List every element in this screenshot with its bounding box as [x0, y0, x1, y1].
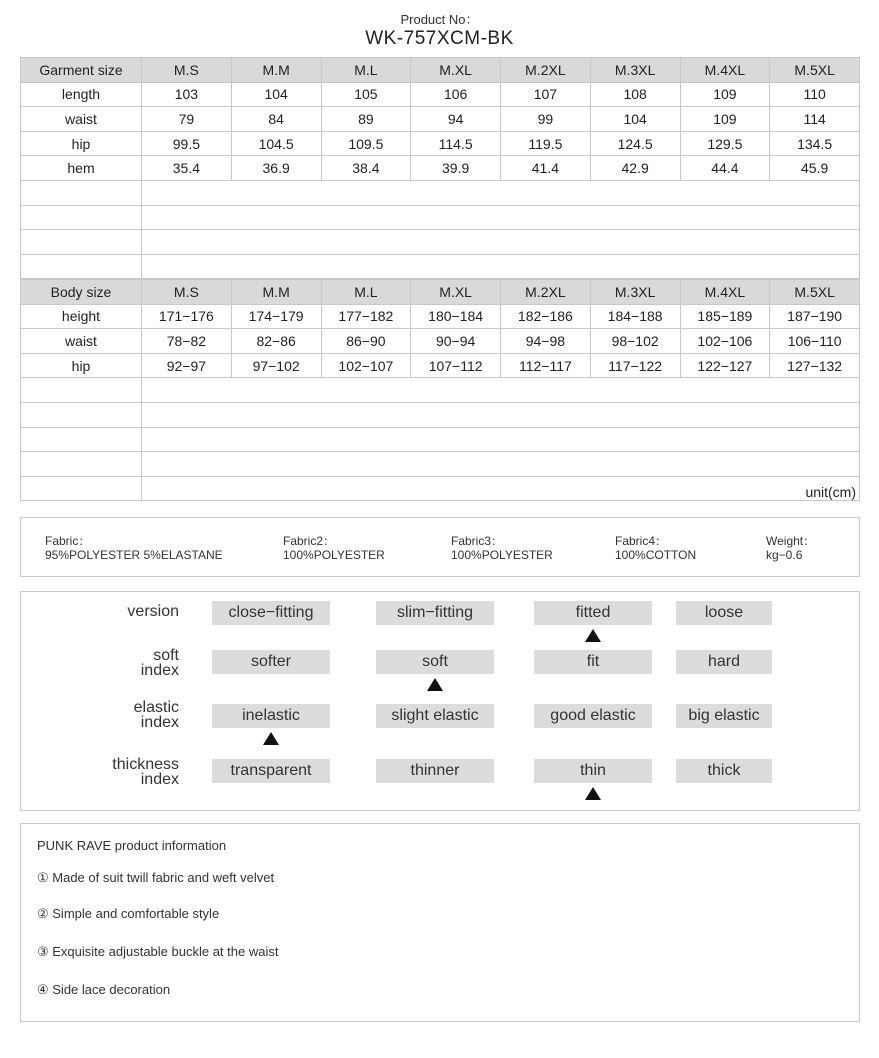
size-header-cell: M.M	[231, 280, 321, 305]
garment-size-table	[20, 57, 860, 279]
index-option: good elastic	[534, 704, 652, 728]
measure-value-cell: 99.5	[142, 131, 232, 156]
empty-cell	[142, 452, 860, 477]
measure-value-cell: 36.9	[231, 156, 321, 181]
measure-value-cell: 106−110	[770, 329, 860, 354]
table-header-row	[21, 58, 860, 83]
empty-cell	[21, 205, 142, 230]
measure-value-cell: 82−86	[231, 329, 321, 354]
fabric-item	[45, 534, 223, 562]
size-header-cell: M.M	[231, 58, 321, 83]
fabric-item	[766, 534, 815, 562]
measure-label-cell: length	[21, 82, 142, 107]
measure-value-cell: 108	[590, 82, 680, 107]
empty-cell	[142, 378, 860, 403]
measure-value-cell: 127−132	[770, 353, 860, 378]
fabric-value: 100%POLYESTER	[451, 548, 553, 562]
empty-cell	[21, 230, 142, 255]
index-option: slim−fitting	[376, 601, 494, 625]
selected-marker-icon	[427, 678, 443, 691]
size-header-cell: M.5XL	[770, 58, 860, 83]
size-header-cell: M.L	[321, 58, 411, 83]
empty-cell	[21, 180, 142, 205]
measure-value-cell: 79	[142, 107, 232, 132]
measure-value-cell: 106	[411, 82, 501, 107]
measure-value-cell: 89	[321, 107, 411, 132]
info-item: ① Made of suit twill fabric and weft velvet	[37, 870, 275, 885]
index-option: hard	[676, 650, 772, 674]
size-header-cell: M.3XL	[590, 280, 680, 305]
measure-value-cell: 122−127	[680, 353, 770, 378]
measure-label-cell: waist	[21, 107, 142, 132]
empty-row	[21, 180, 860, 205]
product-code: WK-757XCM-BK	[365, 28, 514, 49]
measure-value-cell: 102−107	[321, 353, 411, 378]
index-label-line2: index	[140, 771, 179, 788]
index-option: thin	[534, 759, 652, 783]
table-row	[21, 304, 860, 329]
measure-value-cell: 90−94	[411, 329, 501, 354]
measure-value-cell: 109	[680, 107, 770, 132]
measure-value-cell: 107−112	[411, 353, 501, 378]
measure-value-cell: 104	[231, 82, 321, 107]
measure-value-cell: 134.5	[770, 131, 860, 156]
measure-value-cell: 114	[770, 107, 860, 132]
measure-value-cell: 44.4	[680, 156, 770, 181]
measure-value-cell: 177−182	[321, 304, 411, 329]
selected-marker-icon	[585, 629, 601, 642]
size-header-cell: M.3XL	[590, 58, 680, 83]
measure-value-cell: 104	[590, 107, 680, 132]
measure-label-cell: hip	[21, 131, 142, 156]
empty-cell	[21, 254, 142, 279]
measure-label-cell: waist	[21, 329, 142, 354]
measure-value-cell: 187−190	[770, 304, 860, 329]
measure-value-cell: 102−106	[680, 329, 770, 354]
measure-value-cell: 110	[770, 82, 860, 107]
measure-value-cell: 117−122	[590, 353, 680, 378]
fabric-value: 100%COTTON	[615, 548, 697, 562]
index-option: big elastic	[676, 704, 772, 728]
empty-cell	[142, 254, 860, 279]
measure-value-cell: 104.5	[231, 131, 321, 156]
empty-row	[21, 452, 860, 477]
fabric-value: 100%POLYESTER	[283, 548, 385, 562]
index-label	[9, 757, 179, 787]
fabric-label: Fabric：	[45, 534, 91, 548]
index-label	[9, 648, 179, 678]
measure-value-cell: 119.5	[501, 131, 591, 156]
index-label-line2: index	[140, 714, 179, 731]
measure-value-cell: 45.9	[770, 156, 860, 181]
empty-cell	[21, 402, 142, 427]
fabric-label: Fabric2：	[283, 534, 336, 548]
index-option: close−fitting	[212, 601, 330, 625]
empty-cell	[142, 180, 860, 205]
measure-value-cell: 84	[231, 107, 321, 132]
empty-cell	[21, 476, 142, 501]
measure-value-cell: 38.4	[321, 156, 411, 181]
measure-value-cell: 103	[142, 82, 232, 107]
info-item: ④ Side lace decoration	[37, 982, 171, 997]
measure-value-cell: 114.5	[411, 131, 501, 156]
measure-value-cell: 180−184	[411, 304, 501, 329]
fabric-label: Fabric3：	[451, 534, 504, 548]
measure-label-cell: hem	[21, 156, 142, 181]
index-option: fitted	[534, 601, 652, 625]
info-item: ② Simple and comfortable style	[37, 906, 220, 921]
selected-marker-icon	[585, 787, 601, 800]
table-row	[21, 107, 860, 132]
measure-value-cell: 105	[321, 82, 411, 107]
index-label-line2: index	[140, 662, 179, 679]
measure-value-cell: 94	[411, 107, 501, 132]
measure-value-cell: 182−186	[501, 304, 591, 329]
index-option: inelastic	[212, 704, 330, 728]
measure-value-cell: 99	[501, 107, 591, 132]
measure-value-cell: 184−188	[590, 304, 680, 329]
measure-value-cell: 42.9	[590, 156, 680, 181]
size-header-cell: M.XL	[411, 58, 501, 83]
table-row	[21, 353, 860, 378]
empty-cell	[142, 205, 860, 230]
measure-value-cell: 185−189	[680, 304, 770, 329]
index-option: soft	[376, 650, 494, 674]
empty-row	[21, 205, 860, 230]
index-label	[9, 603, 179, 620]
empty-row	[21, 254, 860, 279]
measure-label-cell: height	[21, 304, 142, 329]
measure-value-cell: 92−97	[142, 353, 232, 378]
size-header-cell: M.S	[142, 58, 232, 83]
info-item: ③ Exquisite adjustable buckle at the waist	[37, 944, 279, 959]
empty-cell	[142, 402, 860, 427]
size-header-cell: M.L	[321, 280, 411, 305]
measure-value-cell: 107	[501, 82, 591, 107]
measure-value-cell: 98−102	[590, 329, 680, 354]
size-header-cell: M.4XL	[680, 58, 770, 83]
index-option: softer	[212, 650, 330, 674]
size-header-cell: M.2XL	[501, 280, 591, 305]
measure-value-cell: 41.4	[501, 156, 591, 181]
body-size-table	[20, 279, 860, 501]
index-label-line1: elastic	[133, 699, 179, 716]
measure-value-cell: 112−117	[501, 353, 591, 378]
index-label-line1: thickness	[112, 756, 179, 773]
product-no-label: Product No：	[400, 12, 479, 27]
table-row	[21, 131, 860, 156]
measure-value-cell: 174−179	[231, 304, 321, 329]
measure-value-cell: 171−176	[142, 304, 232, 329]
info-title: PUNK RAVE product information	[37, 838, 227, 853]
product-header	[0, 12, 879, 50]
index-option: thinner	[376, 759, 494, 783]
measure-value-cell: 35.4	[142, 156, 232, 181]
table-row	[21, 82, 860, 107]
index-option: slight elastic	[376, 704, 494, 728]
table-row	[21, 156, 860, 181]
fabric-label: Fabric4：	[615, 534, 668, 548]
empty-row	[21, 476, 860, 501]
empty-cell	[21, 427, 142, 452]
empty-row	[21, 378, 860, 403]
empty-cell	[142, 230, 860, 255]
measure-value-cell: 78−82	[142, 329, 232, 354]
empty-row	[21, 427, 860, 452]
empty-row	[21, 230, 860, 255]
fabric-item	[283, 534, 385, 562]
empty-cell	[21, 378, 142, 403]
index-option: loose	[676, 601, 772, 625]
selected-marker-icon	[263, 732, 279, 745]
fabric-label: Weight：	[766, 534, 816, 548]
table-header-row	[21, 280, 860, 305]
measure-value-cell: 86−90	[321, 329, 411, 354]
measure-value-cell: 109.5	[321, 131, 411, 156]
measure-value-cell: 129.5	[680, 131, 770, 156]
index-panel	[20, 591, 860, 811]
empty-row	[21, 402, 860, 427]
fabric-item	[615, 534, 696, 562]
measure-value-cell: 124.5	[590, 131, 680, 156]
unit-label: unit(cm)	[142, 476, 860, 501]
product-info-panel	[20, 823, 860, 1022]
table-row	[21, 329, 860, 354]
measure-value-cell: 109	[680, 82, 770, 107]
measure-value-cell: 39.9	[411, 156, 501, 181]
measure-value-cell: 94−98	[501, 329, 591, 354]
size-header-cell: M.2XL	[501, 58, 591, 83]
size-header-cell: M.XL	[411, 280, 501, 305]
fabric-value: 95%POLYESTER 5%ELASTANE	[45, 548, 223, 562]
measure-value-cell: 97−102	[231, 353, 321, 378]
fabric-panel	[20, 517, 860, 577]
index-option: thick	[676, 759, 772, 783]
measure-label-cell: hip	[21, 353, 142, 378]
table-title-cell: Body size	[21, 280, 142, 305]
size-header-cell: M.5XL	[770, 280, 860, 305]
size-header-cell: M.S	[142, 280, 232, 305]
index-option: transparent	[212, 759, 330, 783]
table-title-cell: Garment size	[21, 58, 142, 83]
index-label-line1: version	[127, 603, 179, 620]
index-label-line1: soft	[153, 647, 179, 664]
fabric-value: kg−0.6	[766, 548, 803, 562]
empty-cell	[21, 452, 142, 477]
index-label	[9, 700, 179, 730]
size-header-cell: M.4XL	[680, 280, 770, 305]
fabric-item	[451, 534, 553, 562]
index-option: fit	[534, 650, 652, 674]
empty-cell	[142, 427, 860, 452]
